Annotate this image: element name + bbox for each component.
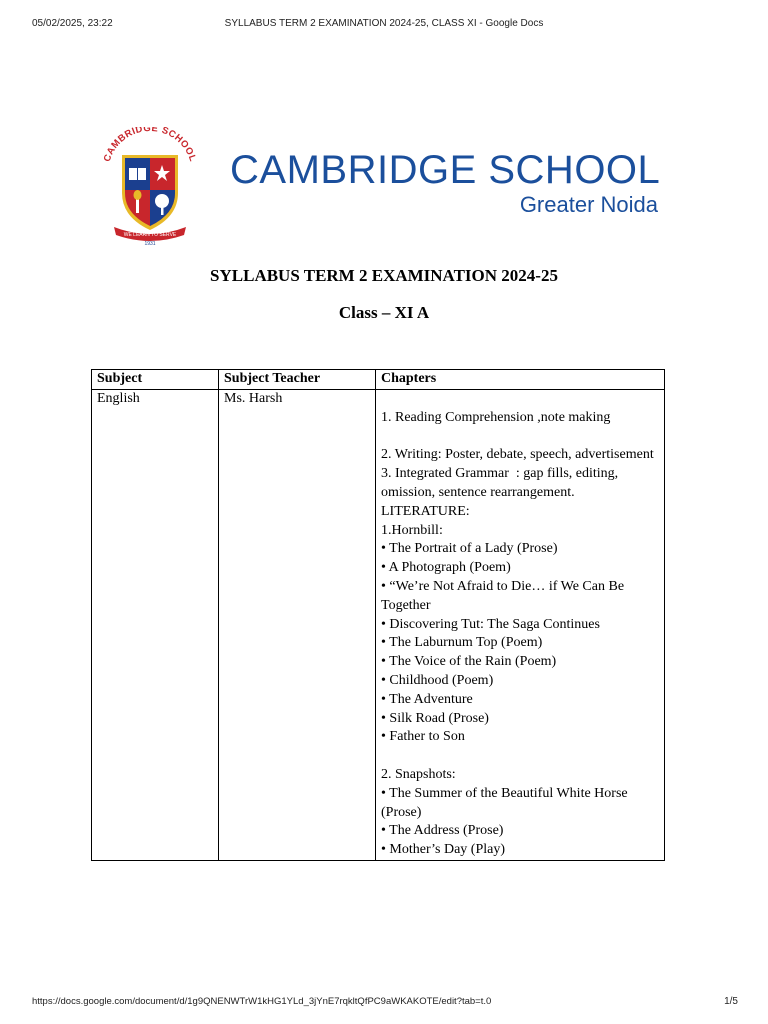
chapter-item: • A Photograph (Poem) [381,560,511,576]
cell-subject: English [92,390,219,861]
chapter-item: • The Summer of the Beautiful White Horse (Prose) [381,785,632,820]
chapter-item: 3. Integrated Grammar : gap fills, editing, omission, sentence rearrangement. [381,466,622,500]
print-url: https://docs.google.com/document/d/1g9QNENWTrW1kHG1YLd_3jYnE7rqkltQfPC9aWKAKOTE/edit?tab=t.0 [32,996,492,1007]
chapter-spacer [381,428,659,447]
document-title: SYLLABUS TERM 2 EXAMINATION 2024-25 [210,266,558,285]
cell-chapters [376,390,665,861]
crest-arc-text: CAMBRIDGE SCHOOL [101,127,199,164]
print-page-title: SYLLABUS TERM 2 EXAMINATION 2024-25, CLASS XI - Google Docs [224,18,544,29]
cell-teacher: Ms. Harsh [219,390,376,861]
header-chapters: Chapters [376,370,665,390]
chapter-spacer [381,747,659,766]
school-name-wordmark: CAMBRIDGE SCHOOL [230,148,661,192]
chapter-item: • The Address (Prose) [381,823,504,839]
school-crest-icon [100,127,200,247]
chapter-item: 1. Reading Comprehension ,note making [381,409,611,425]
chapter-spacer [381,390,659,409]
class-label: Class – XI A [338,303,430,322]
chapter-item: LITERATURE: [381,503,470,519]
chapter-item: 2. Writing: Poster, debate, speech, advertisement [381,447,654,463]
crest-motto: WE LEARN TO SERVE [123,232,177,238]
chapter-item: 1.Hornbill: [381,522,443,538]
chapters-list [381,390,659,860]
print-datetime: 05/02/2025, 23:22 [32,18,113,29]
chapter-item: • Silk Road (Prose) [381,710,489,726]
table-row [92,390,665,861]
header-subject-teacher: Subject Teacher [219,370,376,390]
chapter-item: • The Adventure [381,691,473,707]
syllabus-table [91,369,665,861]
chapter-item: • The Portrait of a Lady (Prose) [381,541,558,557]
crest-year: 1931 [144,241,156,247]
chapter-item: • “We’re Not Afraid to Die… if We Can Be Together [381,578,628,613]
page-indicator: 1/5 [724,996,738,1007]
header-subject: Subject [92,370,219,390]
chapter-item: • The Laburnum Top (Poem) [381,635,543,651]
chapter-item: • Mother’s Day (Play) [381,842,506,858]
chapter-item: • The Voice of the Rain (Poem) [381,654,557,670]
chapter-item: • Father to Son [381,729,465,745]
chapter-item: • Discovering Tut: The Saga Continues [381,616,600,632]
chapter-item: • Childhood (Poem) [381,672,494,688]
school-crest-logo [100,127,200,247]
chapter-item: 2. Snapshots: [381,766,456,782]
table-header-row [92,370,665,390]
school-location: Greater Noida [519,192,658,217]
